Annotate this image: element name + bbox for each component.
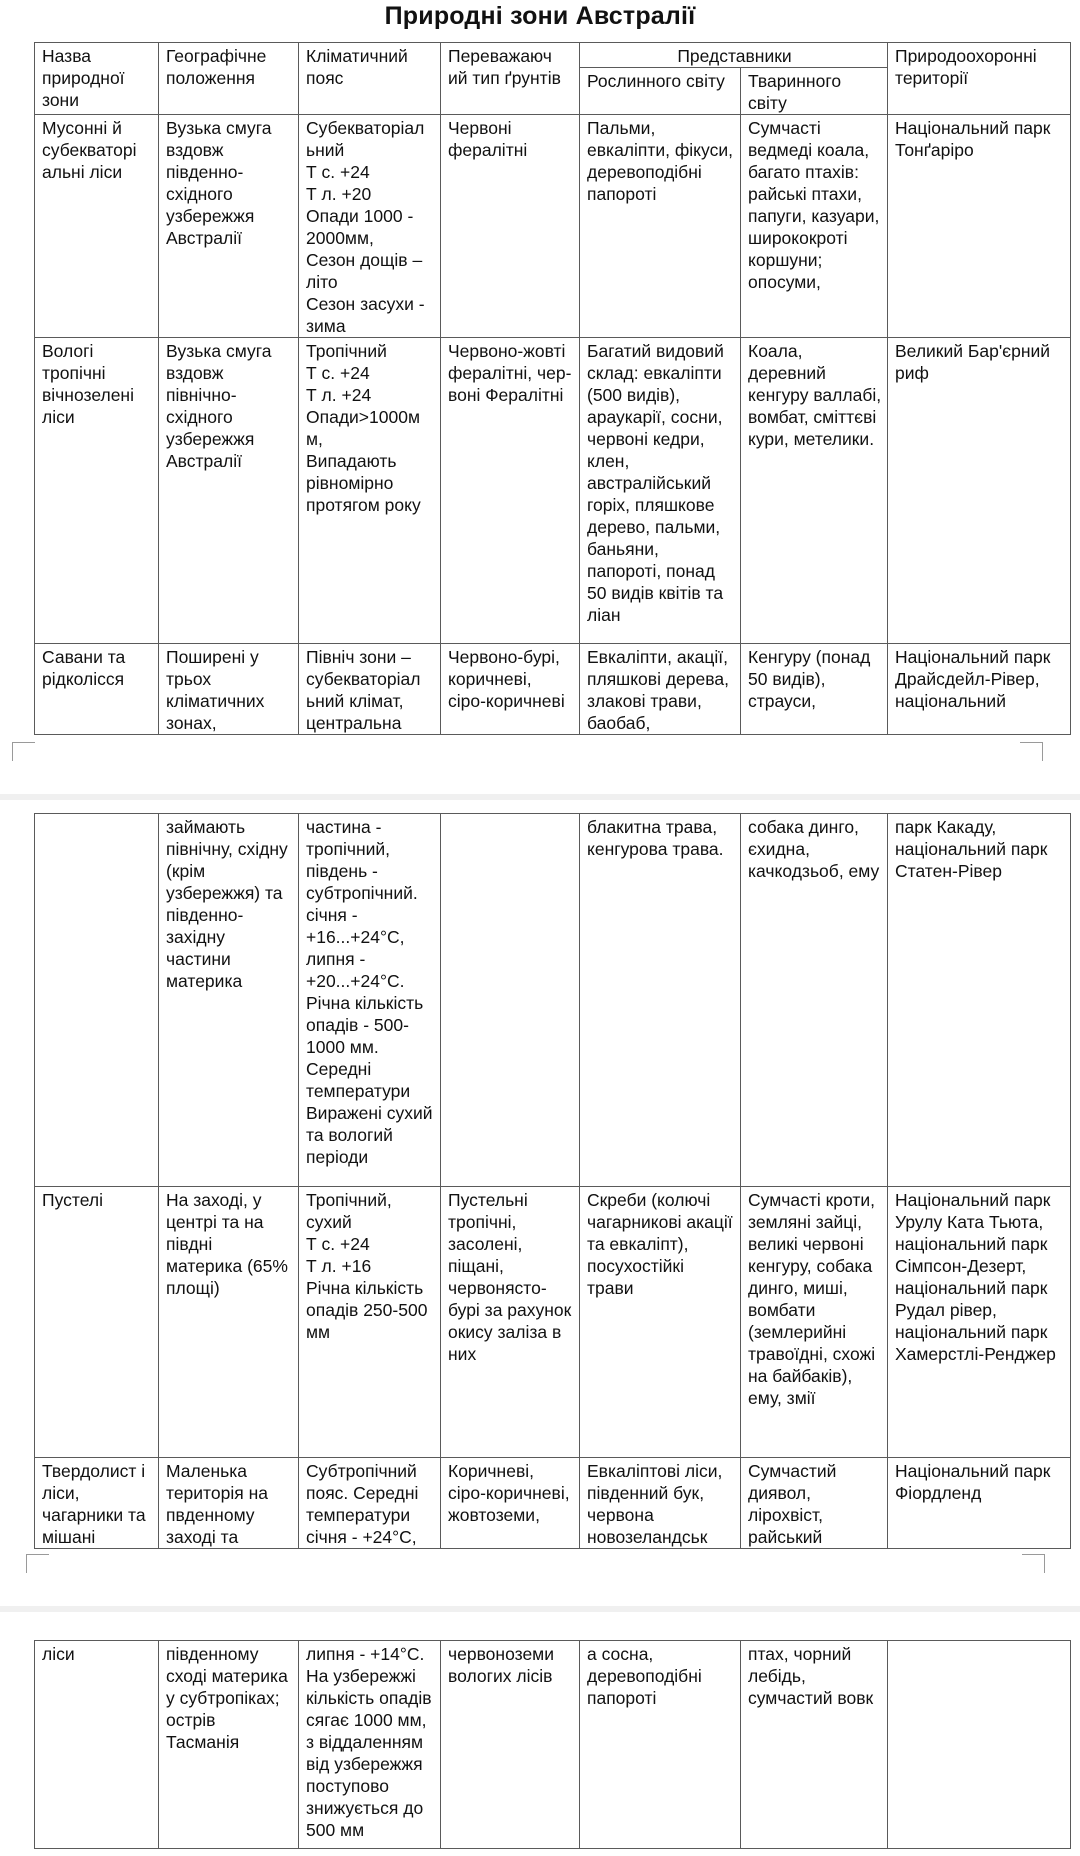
zones-table-part-3	[34, 1640, 1071, 1849]
cell-geo: займають північну, східну (крім узбережжя) та південно-західну частини материка	[159, 814, 299, 1187]
cell-soil: Червоні фералітні	[441, 115, 580, 338]
cell-geo: Маленька територія на пвденному заході та	[159, 1458, 299, 1549]
cell-soil	[441, 814, 580, 1187]
page-corner-mark	[1022, 1554, 1045, 1573]
table-row	[35, 814, 1071, 1187]
document-title: Природні зони Австралії	[384, 2, 696, 30]
cell-animals: Сумчастий диявол, лірохвіст, райський	[741, 1458, 888, 1549]
page-separator	[0, 794, 1080, 800]
cell-climate: липня - +14°С. На узбережжі кількість опадів сягає 1000 мм, з віддаленням від узбережжя поступово знижується до 500 мм	[299, 1641, 441, 1849]
cell-geo: південному сході материка у субтропіках; острів Тасманія	[159, 1641, 299, 1849]
header-representatives: Представники	[580, 43, 888, 68]
cell-climate: Субтропічний пояс. Середні температури січня - +24°С,	[299, 1458, 441, 1549]
header-animals: Тваринного світу	[741, 68, 888, 115]
cell-zone-name	[35, 814, 159, 1187]
cell-plants: Пальми, евкаліпти, фікуси, деревоподібні папороті	[580, 115, 741, 338]
header-plants: Рослинного світу	[580, 68, 741, 115]
cell-geo: Вузька смуга вздовж південно-східного узбережжя Австралії	[159, 115, 299, 338]
cell-zone-name: Савани та рідколісся	[35, 644, 159, 735]
table-row	[35, 1641, 1071, 1849]
table-row	[35, 1187, 1071, 1458]
cell-protected: парк Какаду, національний парк Статен-Рівер	[888, 814, 1071, 1187]
cell-geo: Поширені у трьох кліматичних зонах,	[159, 644, 299, 735]
cell-geo: Вузька смуга вздовж північно-східного узбережжя Австралії	[159, 338, 299, 644]
table-row	[35, 644, 1071, 735]
zones-table-part-2	[34, 813, 1071, 1549]
cell-protected: Великий Бар'єрний риф	[888, 338, 1071, 644]
table-row	[35, 1458, 1071, 1549]
header-climate-belt: Кліматичний пояс	[299, 43, 441, 115]
page-corner-mark	[26, 1554, 49, 1573]
cell-animals: Кенгуру (понад 50 видів), страуси,	[741, 644, 888, 735]
cell-soil: Червоно-жовті фералітні, чер- воні Фералітні	[441, 338, 580, 644]
cell-plants: блакитна трава, кенгурова трава.	[580, 814, 741, 1187]
cell-plants: Евкаліптові ліси, південний бук, червона новозеландськ	[580, 1458, 741, 1549]
cell-animals: птах, чорний лебідь, сумчастий вовк	[741, 1641, 888, 1849]
page-corner-mark	[12, 742, 35, 761]
cell-plants: Евкаліпти, акації, пляшкові дерева, злакові трави, баобаб,	[580, 644, 741, 735]
cell-zone-name: Вологі тропічні вічнозелені ліси	[35, 338, 159, 644]
cell-climate: частина - тропічний, південь - субтропічний. січня - +16...+24°С, липня - +20...+24°С. Річна кількість опадів - 500-1000 мм. Середні температури Виражені сухий та вологий періоди	[299, 814, 441, 1187]
cell-animals: Сумчасті ведмеді коала, багато птахів: райські птахи, папуги, казуари, ширококроті коршуни; опосуми,	[741, 115, 888, 338]
cell-zone-name: Мусонні й субекваторі альні ліси	[35, 115, 159, 338]
cell-plants: Багатий видовий склад: евкаліпти (500 видів), араукарії, сосни, червоні кедри, клен, австралійський горіх, пляшкове дерево, пальми, баньяни, папороті, понад 50 видів квітів та ліан	[580, 338, 741, 644]
cell-geo: На заході, у центрі та на півдні материка (65% площі)	[159, 1187, 299, 1458]
cell-plants: а сосна, деревоподібні папороті	[580, 1641, 741, 1849]
zones-table-part-1	[34, 42, 1071, 735]
cell-climate: Субекваторіал ьний Т с. +24 Т л. +20 Опади 1000 - 2000мм, Сезон дощів – літо Сезон засухи - зима	[299, 115, 441, 338]
cell-climate: Північ зони – субекваторіал ьний клімат, центральна	[299, 644, 441, 735]
cell-soil: червоноземи вологих лісів	[441, 1641, 580, 1849]
header-soil-type: Переважаюч ий тип ґрунтів	[441, 43, 580, 115]
cell-soil: Червоно-бурі, коричневі, сіро-коричневі	[441, 644, 580, 735]
cell-soil: Коричневі, сіро-коричневі, жовтоземи,	[441, 1458, 580, 1549]
cell-zone-name: Твердолист і ліси, чагарники та мішані	[35, 1458, 159, 1549]
table-row	[35, 115, 1071, 338]
cell-protected: Національний парк Фіордленд	[888, 1458, 1071, 1549]
cell-protected	[888, 1641, 1071, 1849]
cell-protected: Національний парк Тонґаріро	[888, 115, 1071, 338]
header-zone-name: Назва природної зони	[35, 43, 159, 115]
cell-zone-name: ліси	[35, 1641, 159, 1849]
cell-protected: Національний парк Урулу Ката Тьюта, національний парк Сімпсон-Дезерт, національний парк Рудал рівер, національний парк Хамерстлі-Ренджер	[888, 1187, 1071, 1458]
cell-plants: Скреби (колючі чагарникові акації та евкаліпт), посухостійкі трави	[580, 1187, 741, 1458]
page-corner-mark	[1020, 742, 1043, 761]
cell-protected: Національний парк Драйсдейл-Рівер, національний	[888, 644, 1071, 735]
cell-climate: Тропічний, сухий Т с. +24 Т л. +16 Річна кількість опадів 250-500 мм	[299, 1187, 441, 1458]
cell-animals: Сумчасті кроти, земляні зайці, великі червоні кенгуру, собака динго, миші, вомбати (землерийні травоїдні, схожі на байбаків), ему, змії	[741, 1187, 888, 1458]
table-row	[35, 338, 1071, 644]
cell-soil: Пустельні тропічні, засолені, піщані, червонясто-бурі за рахунок окису заліза в них	[441, 1187, 580, 1458]
page-separator	[0, 1606, 1080, 1612]
header-geo-position: Географічне положення	[159, 43, 299, 115]
cell-climate: Тропічний Т с. +24 Т л. +24 Опади>1000м м, Випадають рівномірно протягом року	[299, 338, 441, 644]
cell-zone-name: Пустелі	[35, 1187, 159, 1458]
header-protected-areas: Природоохоронні території	[888, 43, 1071, 115]
cell-animals: Коала, деревний кенгуру валлабі, вомбат, сміттєві кури, метелики.	[741, 338, 888, 644]
cell-animals: собака динго, єхидна, качкодзьоб, ему	[741, 814, 888, 1187]
